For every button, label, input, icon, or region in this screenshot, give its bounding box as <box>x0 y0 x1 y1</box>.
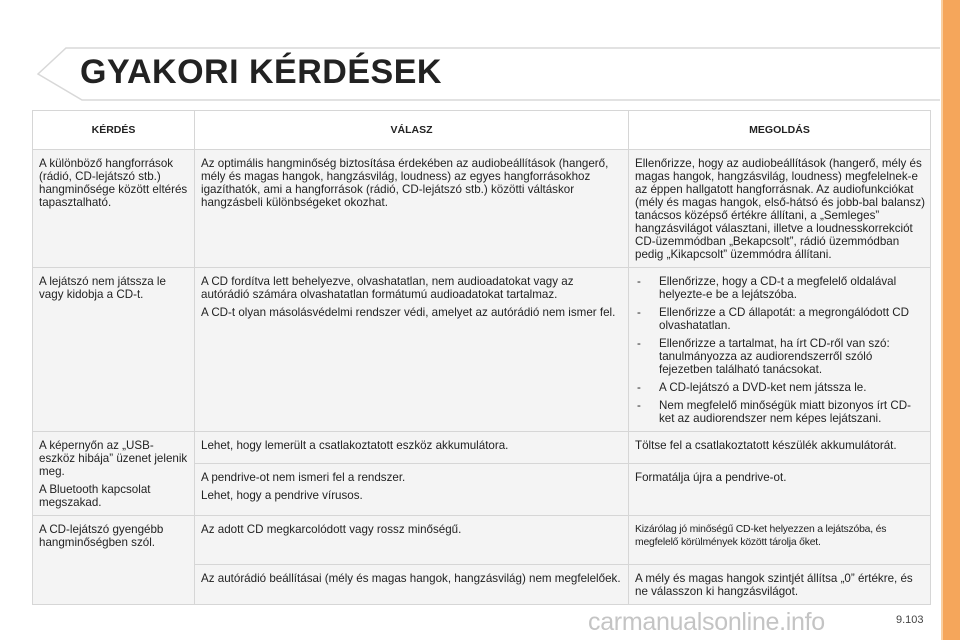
table-row <box>33 516 931 565</box>
page-title: GYAKORI KÉRDÉSEK <box>80 53 442 91</box>
answer-cell <box>195 565 629 605</box>
column-header-question: KÉRDÉS <box>33 111 195 150</box>
question-text: A lejátszó nem játssza le vagy kidobja a CD-t. <box>39 275 166 301</box>
list-item: - Ellenőrizze a CD állapotát: a megrongálódott CD olvashatatlan. <box>635 306 925 332</box>
answer-text: Lehet, hogy a pendrive vírusos. <box>201 488 363 502</box>
answer-cell <box>195 516 629 565</box>
solution-cell <box>629 463 931 516</box>
answer-text: Az optimális hangminőség biztosítása érdekében az audiobeállítások (hangerő, mély és magas hangok, hangzásvilág, loudness) az egyes hangforrásokhoz igazíthatók, ami a hangforrások (rádió, CD-lejátszó stb.) közötti váltáskor hangzásbeli különbségeket okozhat. <box>201 157 609 209</box>
column-header-answer: VÁLASZ <box>195 111 629 150</box>
solution-list <box>635 275 925 425</box>
question-text: A képernyőn az „USB-eszköz hibája” üzenet jelenik meg. <box>39 439 188 478</box>
solution-cell <box>629 432 931 464</box>
solution-text: A mély és magas hangok szintjét állítsa „0” értékre, és ne válasszon ki hangzásvilágot. <box>635 572 913 598</box>
question-cell <box>33 516 195 605</box>
solution-cell <box>629 565 931 605</box>
solution-cell <box>629 268 931 432</box>
question-text: A CD-lejátszó gyengébb hangminőségben szól. <box>39 523 164 549</box>
answer-cell <box>195 268 629 432</box>
answer-text: A CD fordítva lett behelyezve, olvashatatlan, nem audioadatokat vagy az autórádió számára olvashatatlan formátumú audioadatokat tartalmaz. <box>201 275 574 301</box>
table-row <box>33 268 931 432</box>
table-header-row <box>33 111 931 150</box>
answer-text: Az adott CD megkarcolódott vagy rossz minőségű. <box>201 523 462 536</box>
answer-cell <box>195 150 629 268</box>
question-cell <box>33 432 195 516</box>
answer-text: A CD-t olyan másolásvédelmi rendszer védi, amelyet az autórádió nem ismer fel. <box>201 306 616 319</box>
list-item: - Ellenőrizze, hogy a CD-t a megfelelő oldalával helyezte-e be a lejátszóba. <box>635 275 925 301</box>
faq-table <box>32 110 931 605</box>
solution-text: Formatálja újra a pendrive-ot. <box>635 470 787 484</box>
solution-text: Töltse fel a csatlakoztatott készülék akkumulátorát. <box>635 439 897 452</box>
list-item: - Nem megfelelő minőségük miatt bizonyos írt CD-ket az audiorendszer nem képes lejátszani. <box>635 399 925 425</box>
question-text: A Bluetooth kapcsolat megszakad. <box>39 483 151 509</box>
solution-cell <box>629 516 931 565</box>
table-row <box>33 432 931 464</box>
question-cell <box>33 268 195 432</box>
watermark: carmanualsonline.info <box>588 608 825 636</box>
solution-cell <box>629 150 931 268</box>
question-cell <box>33 150 195 268</box>
solution-text: Ellenőrizze, hogy az audiobeállítások (hangerő, mély és magas hangok, hangzásvilág, loudness) megfelelnek-e az éppen hallgatott hangforrásnak. Az audiofunkciókat (mély és magas hangok, első-hátsó és jobb-bal balansz) tanácsos középső értékre állítani, a „Semleges” hangzásvilágot választani, illetve a loudnesskorrekciót CD-üzemmódban „Bekapcsolt”, rádió üzemmódban pedig „Kikapcsolt” üzemmódra állítani. <box>635 157 925 261</box>
answer-text: Lehet, hogy lemerült a csatlakoztatott eszköz akkumulátora. <box>201 439 509 452</box>
answer-text: A pendrive-ot nem ismeri fel a rendszer. <box>201 470 406 484</box>
column-header-solution: MEGOLDÁS <box>629 111 931 150</box>
answer-cell <box>195 432 629 464</box>
answer-text: Az autórádió beállításai (mély és magas hangok, hangzásvilág) nem megfelelőek. <box>201 572 621 585</box>
list-item: - Ellenőrizze a tartalmat, ha írt CD-ről van szó: tanulmányozza az audiorendszerről szóló fejezetben található tanácsokat. <box>635 337 925 376</box>
list-item: - A CD-lejátszó a DVD-ket nem játssza le. <box>635 381 925 394</box>
question-text: A különböző hangforrások (rádió, CD-lejátszó stb.) hangminősége között eltérés tapasztalható. <box>39 157 188 209</box>
answer-cell <box>195 463 629 516</box>
side-accent-bar <box>943 0 960 640</box>
page-number: 9.103 <box>896 614 924 626</box>
solution-text: Kizárólag jó minőségű CD-ket helyezzen a lejátszóba, és megfelelő körülmények között tárolja őket. <box>635 524 887 548</box>
table-row <box>33 150 931 268</box>
